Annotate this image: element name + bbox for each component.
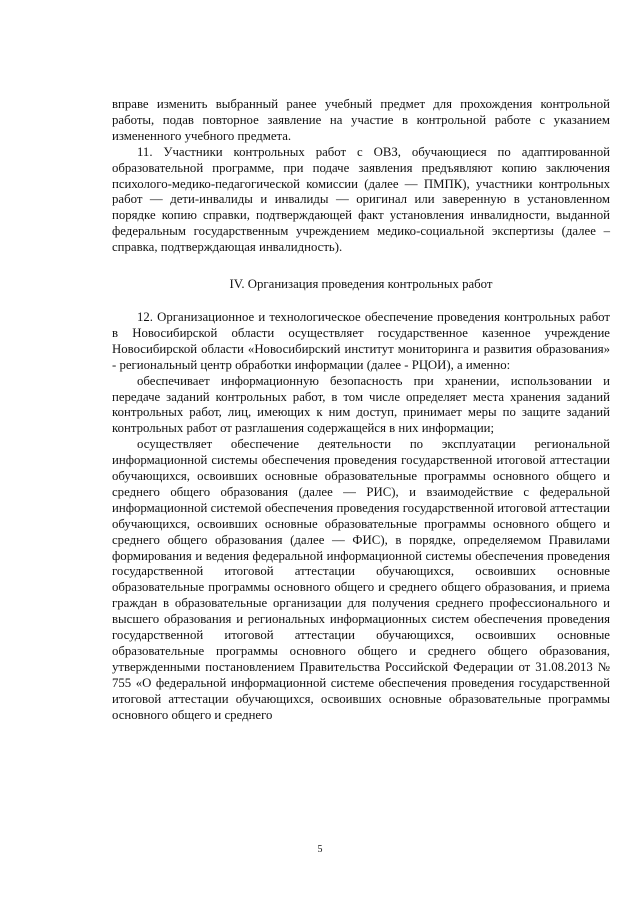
document-body (112, 97, 610, 724)
section-heading: IV. Организация проведения контрольных работ (229, 277, 493, 292)
paragraph-continuation: вправе изменить выбранный ранее учебный предмет для прохождения контрольной работы, подав повторное заявление на участие в контрольной работе с указанием измененного учебного предмета. (112, 97, 610, 143)
page-number: 5 (317, 844, 323, 855)
paragraph-11: 11. Участники контрольных работ с ОВЗ, обучающиеся по адаптированной образовательной программе, при подаче заявления предъявляют копию заключения психолого-медико-педагогической комиссии (далее — ПМПК), участники контрольных работ — дети-инвалиды и инвалиды — оригинал или заверенную в установленном порядке копию справки, подтверждающей факт установления инвалидности, выданной федеральным государственным учреждением медико-социальной экспертизы (далее – справка, подтверждающая инвалидность). (112, 144, 610, 255)
paragraph-12-security: обеспечивает информационную безопасность при хранении, использовании и передаче заданий контрольных работ, в том числе определяет места хранения заданий контрольных работ, лиц, имеющих к ним доступ, принимает меры по защите заданий контрольных работ от разглашения содержащейся в них информации; (112, 373, 610, 436)
paragraph-12: 12. Организационное и технологическое обеспечение проведения контрольных работ в Новосибирской области осуществляет государственное казенное учреждение Новосибирской области «Новосибирский институт мониторинга и развития образования» - региональный центр обработки информации (далее - РЦОИ), а именно: (112, 309, 610, 372)
paragraph-12-systems: осуществляет обеспечение деятельности по эксплуатации региональной информационной системы обеспечения проведения государственной итоговой аттестации обучающихся, освоивших основные образовательные программы основного общего и среднего общего образования (далее — РИС), и взаимодействие с федеральной информационной системой обеспечения проведения государственной итоговой аттестации обучающихся, освоивших основные образовательные программы основного общего и среднего общего образования (далее — ФИС), в порядке, определяемом Правилами формирования и ведения федеральной информационной системы обеспечения проведения государственной итоговой аттестации обучающихся, освоивших основные образовательные программы основного общего и среднего общего образования, и приема граждан в образовательные организации для получения среднего профессионального и высшего образования и региональных информационных систем обеспечения проведения государственной итоговой аттестации обучающихся, освоивших основные образовательные программы основного общего и среднего общего образования, утвержденными постановлением Правительства Российской Федерации от 31.08.2013 № 755 «О федеральной информационной системе обеспечения проведения государственной итоговой аттестации обучающихся, освоивших основные образовательные программы основного общего и среднего (112, 437, 610, 722)
